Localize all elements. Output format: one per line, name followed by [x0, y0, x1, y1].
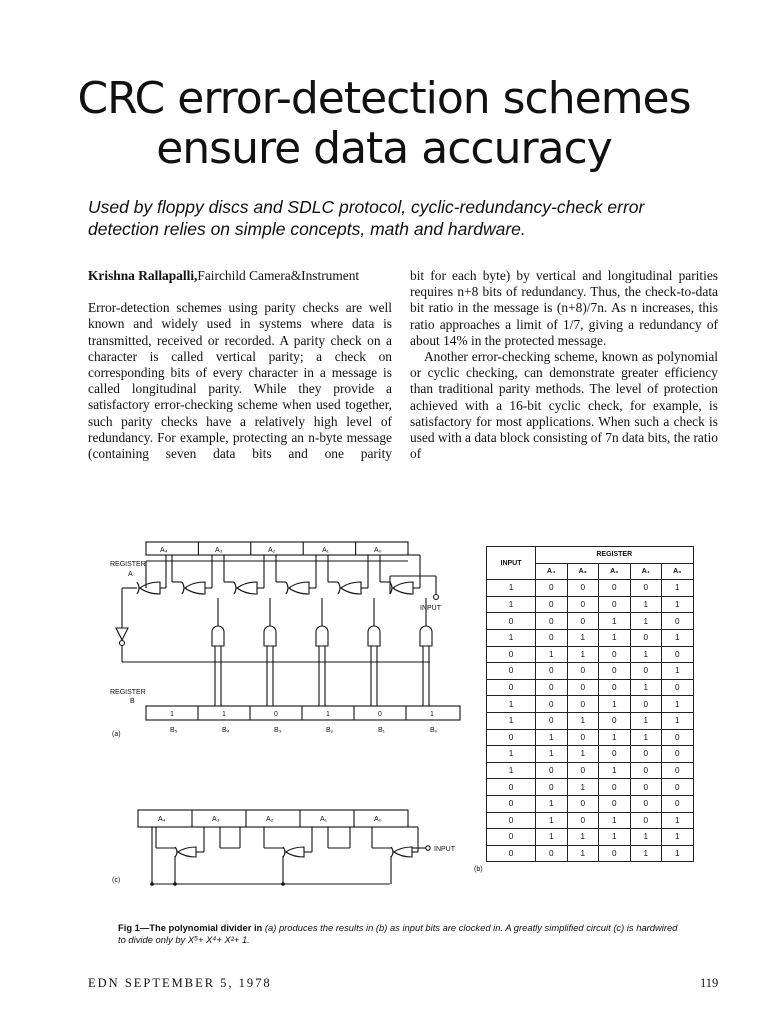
table-cell-register: 0	[630, 629, 662, 646]
fig-c-cell-a1: A₁	[320, 816, 328, 823]
table-cell-register: 1	[599, 729, 631, 746]
table-cell-register: 0	[599, 712, 631, 729]
table-row	[487, 795, 694, 812]
page-number: 119	[700, 976, 719, 990]
table-cell-register: 0	[567, 812, 599, 829]
table-cell-register: 1	[536, 646, 568, 663]
author-affiliation: Fairchild Camera&Instrument	[197, 268, 360, 283]
table-cell-register: 0	[599, 845, 631, 862]
table-cell-register: 0	[630, 663, 662, 680]
footer-publication: EDN SEPTEMBER 5, 1978	[88, 976, 272, 990]
table-cell-register: 1	[662, 663, 694, 680]
table-cell-input: 1	[487, 629, 536, 646]
table-row	[487, 663, 694, 680]
table-cell-register: 1	[630, 729, 662, 746]
table-cell-register: 1	[567, 629, 599, 646]
table-cell-register: 0	[662, 762, 694, 779]
reg-b-cell-b1: B₁	[378, 727, 386, 734]
xor-gate-a4	[137, 582, 160, 594]
figure-b-label: (b)	[474, 866, 483, 873]
reg-b-cell-b4: B₄	[222, 727, 230, 734]
caption-lead: Fig 1—The polynomial divider in	[118, 922, 263, 933]
table-cell-register: 1	[599, 696, 631, 713]
table-row	[487, 746, 694, 763]
table-cell-input: 0	[487, 845, 536, 862]
table-cell-register: 1	[536, 812, 568, 829]
table-cell-register: 1	[630, 596, 662, 613]
table-cell-register: 0	[567, 696, 599, 713]
register-b-label-2: B	[130, 698, 135, 705]
article-subtitle: Used by floppy discs and SDLC protocol, cyclic-redundancy-check error detection relies on simple concepts, math and hardware.	[88, 197, 645, 239]
table-cell-register: 0	[536, 679, 568, 696]
reg-b-cell-b0: B₀	[430, 727, 438, 734]
fig-c-cell-a3: A₃	[212, 816, 220, 823]
column-right	[410, 268, 718, 462]
table-cell-input: 0	[487, 646, 536, 663]
table-cell-input: 0	[487, 679, 536, 696]
reg-b-value-b1: 0	[378, 711, 382, 718]
table-cell-input: 0	[487, 795, 536, 812]
table-cell-register: 0	[662, 746, 694, 763]
figure-c-label: (c)	[112, 877, 121, 884]
table-cell-register: 0	[662, 729, 694, 746]
table-col-a4: A₄	[536, 563, 568, 580]
author-name: Krishna Rallapalli,	[88, 268, 198, 283]
table-cell-input: 1	[487, 580, 536, 597]
reg-a-cell-a4: A₄	[160, 547, 168, 554]
table-col-a1: A₁	[630, 563, 662, 580]
table-header-register: REGISTER	[536, 547, 694, 564]
table-cell-input: 1	[487, 712, 536, 729]
table-row	[487, 613, 694, 630]
table-col-a2: A₂	[599, 563, 631, 580]
reg-b-value-b3: 0	[274, 711, 278, 718]
table-cell-register: 0	[536, 762, 568, 779]
reg-a-cell-a0: A₀	[374, 547, 382, 554]
reg-a-cell-a1: A₁	[322, 547, 330, 554]
table-row	[487, 779, 694, 796]
table-cell-register: 0	[567, 729, 599, 746]
table-cell-register: 0	[536, 596, 568, 613]
table-cell-register: 1	[630, 829, 662, 846]
table-cell-input: 0	[487, 663, 536, 680]
table-cell-register: 0	[662, 779, 694, 796]
table-cell-register: 0	[630, 795, 662, 812]
table-cell-register: 0	[630, 812, 662, 829]
table-cell-register: 0	[567, 596, 599, 613]
table-cell-register: 0	[599, 795, 631, 812]
table-cell-register: 0	[630, 580, 662, 597]
reg-b-value-b4: 1	[222, 711, 226, 718]
reg-b-value-b0: 1	[430, 711, 434, 718]
table-cell-register: 1	[536, 829, 568, 846]
table-cell-register: 0	[567, 580, 599, 597]
register-a-label-2: A	[128, 571, 133, 578]
table-row	[487, 812, 694, 829]
table-header-input: INPUT	[487, 547, 536, 580]
table-col-a3: A₃	[567, 563, 599, 580]
table-cell-register: 1	[630, 712, 662, 729]
table-cell-register: 1	[567, 746, 599, 763]
table-cell-register: 1	[662, 812, 694, 829]
article-title-line-2: ensure data accuracy	[156, 123, 612, 174]
figure-c-circuit	[100, 804, 480, 894]
table-cell-register: 0	[536, 845, 568, 862]
table-cell-register: 1	[536, 795, 568, 812]
col2-paragraph-2: Another error-checking scheme, known as polynomial or cyclic checking, can demonstrate greater efficiency than traditional parity methods. The level of protection achieved with a 16-bit cyclic check, for example, is satisfactory for most applications. When such a check is used with a data block consisting of 7n data bits, the ratio of	[410, 349, 718, 462]
table-row	[487, 580, 694, 597]
table-cell-register: 0	[630, 696, 662, 713]
table-cell-input: 1	[487, 746, 536, 763]
table-cell-register: 1	[662, 845, 694, 862]
table-row	[487, 845, 694, 862]
reg-b-cell-b2: B₂	[326, 727, 334, 734]
figure-caption	[118, 922, 678, 946]
reg-b-value-b2: 1	[326, 711, 330, 718]
col2-paragraph-1: bit for each byte) by vertical and longitudinal parities requires n+8 bits of redundancy. Thus, the check-to-data bit ratio in the message is (n+8)/7n. As n increases, this ratio approaches a limit of 1/7, giving a redundancy of about 14% in the protected message.	[410, 268, 718, 348]
fig-c-cell-a4: A₄	[158, 816, 166, 823]
table-cell-register: 0	[662, 679, 694, 696]
table-cell-register: 1	[599, 829, 631, 846]
table-cell-register: 1	[630, 646, 662, 663]
table-cell-register: 1	[599, 812, 631, 829]
reg-b-cell-b5: B₅	[170, 727, 178, 734]
table-cell-input: 0	[487, 829, 536, 846]
fig-c-cell-a2: A₂	[266, 816, 274, 823]
caption-text: (a) produces the results in (b) as input bits are clocked in. A greatly simplified circuit (c) is hardwired to divide only by X⁵+ X⁴+ X²+ 1.	[118, 922, 678, 945]
table-cell-register: 1	[536, 729, 568, 746]
table-cell-register: 0	[536, 696, 568, 713]
table-cell-register: 0	[599, 596, 631, 613]
article-title-line-1: CRC error-detection schemes	[77, 73, 691, 124]
table-cell-register: 0	[630, 746, 662, 763]
table-cell-input: 1	[487, 696, 536, 713]
figure-a-label: (a)	[112, 731, 121, 738]
figure-a-input-label: INPUT	[420, 605, 441, 612]
table-cell-register: 1	[630, 845, 662, 862]
table-cell-register: 1	[567, 712, 599, 729]
table-cell-register: 1	[662, 696, 694, 713]
table-row	[487, 596, 694, 613]
table-cell-register: 0	[536, 712, 568, 729]
table-cell-register: 1	[599, 629, 631, 646]
table-cell-input: 0	[487, 779, 536, 796]
reg-b-cell-b3: B₃	[274, 727, 282, 734]
table-row	[487, 729, 694, 746]
table-row	[487, 629, 694, 646]
table-cell-register: 0	[599, 663, 631, 680]
table-cell-register: 1	[662, 580, 694, 597]
table-cell-input: 1	[487, 762, 536, 779]
table-row	[487, 679, 694, 696]
fig-c-cell-a0: A₀	[374, 816, 382, 823]
table-cell-input: 1	[487, 596, 536, 613]
column-left	[88, 268, 392, 462]
table-row	[487, 712, 694, 729]
table-cell-register: 1	[599, 762, 631, 779]
figure-b-register-table	[486, 546, 694, 862]
register-b-label-1: REGISTER	[110, 689, 146, 696]
table-cell-register: 0	[567, 795, 599, 812]
table-row	[487, 829, 694, 846]
table-cell-input: 0	[487, 812, 536, 829]
reg-a-cell-a2: A₂	[268, 547, 276, 554]
table-cell-register: 1	[567, 779, 599, 796]
table-cell-register: 1	[662, 629, 694, 646]
figure-a-circuit	[100, 536, 480, 746]
table-cell-register: 0	[567, 613, 599, 630]
table-cell-register: 0	[536, 663, 568, 680]
table-cell-register: 1	[630, 613, 662, 630]
table-cell-register: 1	[599, 613, 631, 630]
table-row	[487, 762, 694, 779]
table-cell-register: 0	[536, 580, 568, 597]
table-cell-register: 0	[599, 580, 631, 597]
table-row	[487, 646, 694, 663]
table-cell-register: 0	[536, 613, 568, 630]
table-cell-register: 1	[630, 679, 662, 696]
table-cell-register: 0	[662, 795, 694, 812]
col1-paragraph-1: Error-detection schemes using parity checks are well known and widely used in systems where data is transmitted, received or recorded. A parity check on a character is called vertical parity; a check on corresponding bits of every character in a message is called longitudinal parity. While they provide a satisfactory error-checking scheme when used together, such parity checks have a relatively high level of redundancy. For example, protecting an n-byte message (containing seven data bits and one parity	[88, 300, 392, 462]
register-a-label-1: REGISTER	[110, 561, 146, 568]
table-cell-register: 0	[599, 746, 631, 763]
table-cell-register: 0	[567, 762, 599, 779]
table-cell-input: 0	[487, 729, 536, 746]
table-col-a0: A₀	[662, 563, 694, 580]
table-cell-register: 1	[662, 712, 694, 729]
reg-b-value-b5: 1	[170, 711, 174, 718]
table-cell-register: 1	[567, 646, 599, 663]
table-cell-register: 0	[630, 779, 662, 796]
table-cell-register: 0	[536, 779, 568, 796]
table-cell-register: 1	[567, 829, 599, 846]
table-cell-register: 1	[662, 596, 694, 613]
table-cell-register: 0	[567, 663, 599, 680]
table-cell-register: 0	[599, 679, 631, 696]
byline	[88, 268, 392, 284]
reg-a-cell-a3: A₃	[215, 547, 223, 554]
table-cell-register: 1	[567, 845, 599, 862]
table-cell-register: 0	[536, 629, 568, 646]
table-cell-register: 0	[662, 646, 694, 663]
table-cell-register: 0	[630, 762, 662, 779]
table-cell-register: 0	[567, 679, 599, 696]
table-cell-register: 0	[599, 646, 631, 663]
table-cell-register: 0	[662, 613, 694, 630]
figure-c-input-label: INPUT	[434, 846, 455, 853]
table-row	[487, 696, 694, 713]
table-cell-register: 0	[599, 779, 631, 796]
table-cell-register: 1	[536, 746, 568, 763]
table-cell-register: 1	[662, 829, 694, 846]
table-cell-input: 0	[487, 613, 536, 630]
